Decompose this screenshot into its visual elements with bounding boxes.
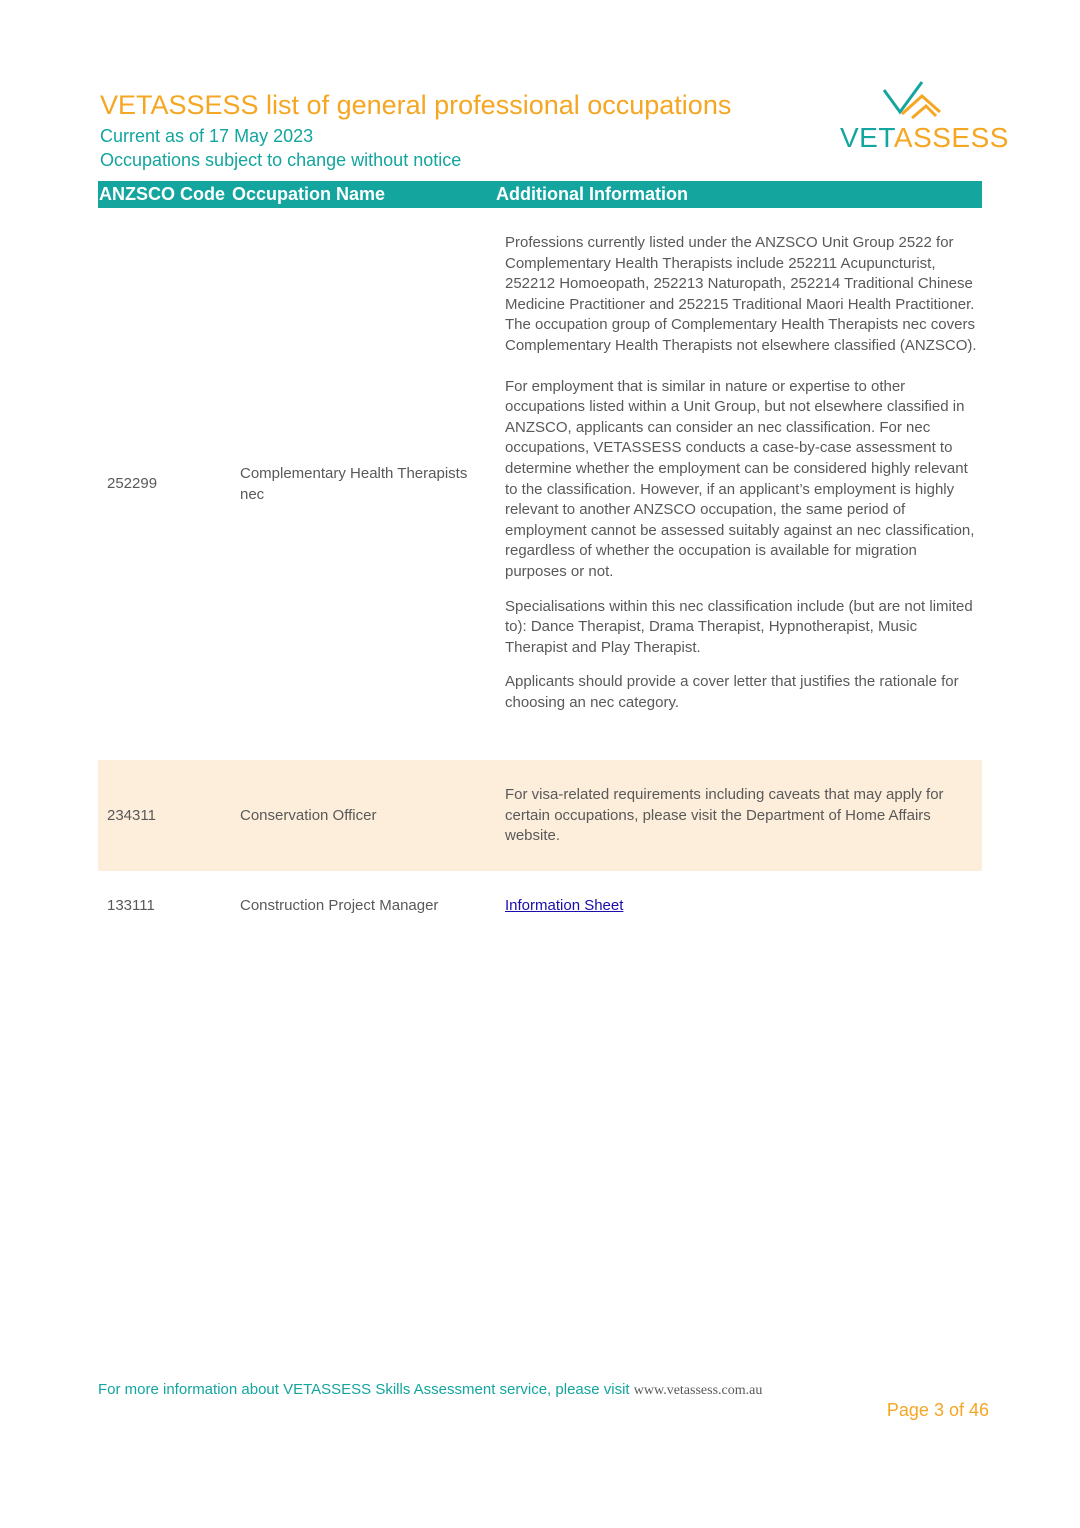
footer-url[interactable]: www.vetassess.com.au (633, 1383, 763, 1398)
column-header-code: ANZSCO Code (99, 184, 225, 204)
info-paragraph: For employment that is similar in nature or expertise to other occupations listed within a Unit Group, but not elsewhere classified in ANZSCO, applicants can consider an nec classification. For nec occupations, VETASSESS conducts a case-by-case assessment to determine whether the employment can be considered highly relevant to the classification. However, if an applicant’s employment is highly relevant to another ANZSCO occupation, the same period of employment cannot be assessed suitably against an nec classification, regardless of whether the occupation is available for migration purposes or not. (505, 377, 975, 580)
additional-info (505, 896, 977, 917)
table-row (98, 208, 982, 760)
additional-info (505, 785, 977, 847)
anzsco-code: 234311 (107, 807, 156, 824)
additional-info (505, 233, 977, 713)
information-sheet-link[interactable]: Information Sheet (505, 897, 624, 914)
occupation-name: Complementary Health Therapists nec (240, 465, 468, 503)
info-paragraph: Applicants should provide a cover letter that justifies the rationale for choosing an nec category. (505, 673, 959, 711)
notice-subtitle: Occupations subject to change without notice (100, 150, 462, 170)
page-number: Page 3 of 46 (886, 1400, 989, 1420)
info-paragraph: Specialisations within this nec classification include (but are not limited to): Dance Therapist, Drama Therapist, Hypnotherapist, Music Therapist and Play Therapist. (505, 597, 973, 656)
date-subtitle: Current as of 17 May 2023 (100, 126, 314, 146)
table-row (98, 871, 982, 931)
footer-note (98, 1381, 762, 1399)
anzsco-code: 252299 (107, 475, 158, 492)
check-roof-logo-icon (876, 78, 942, 122)
column-header-info: Additional Information (496, 184, 688, 204)
vetassess-logo (836, 78, 1009, 158)
logo-text-assess: ASSESS (893, 122, 1009, 153)
footer-text: For more information about VETASSESS Skills Assessment service, please visit (98, 1381, 634, 1398)
table-row (98, 760, 982, 871)
document-title: VETASSESS list of general professional occupations (100, 90, 732, 120)
logo-text-vet: VET (840, 122, 894, 153)
anzsco-code: 133111 (107, 897, 155, 914)
column-header-name: Occupation Name (232, 184, 386, 204)
logo-wordmark (840, 122, 1009, 154)
info-paragraph: Professions currently listed under the ANZSCO Unit Group 2522 for Complementary Health Therapists include 252211 Acupuncturist, 252212 Homoeopath, 252213 Naturopath, 252214 Traditional Chinese Medicine Practitioner and 252215 Traditional Maori Health Practitioner. The occupation group of Complementary Health Therapists nec covers Complementary Health Therapists not elsewhere classified (ANZSCO). (505, 234, 977, 354)
occupation-name: Conservation Officer (240, 807, 377, 824)
table-header (98, 181, 982, 208)
info-paragraph: For visa-related requirements including caveats that may apply for certain occupations, please visit the Department of Home Affairs website. (505, 786, 944, 845)
occupation-name: Construction Project Manager (240, 897, 439, 914)
